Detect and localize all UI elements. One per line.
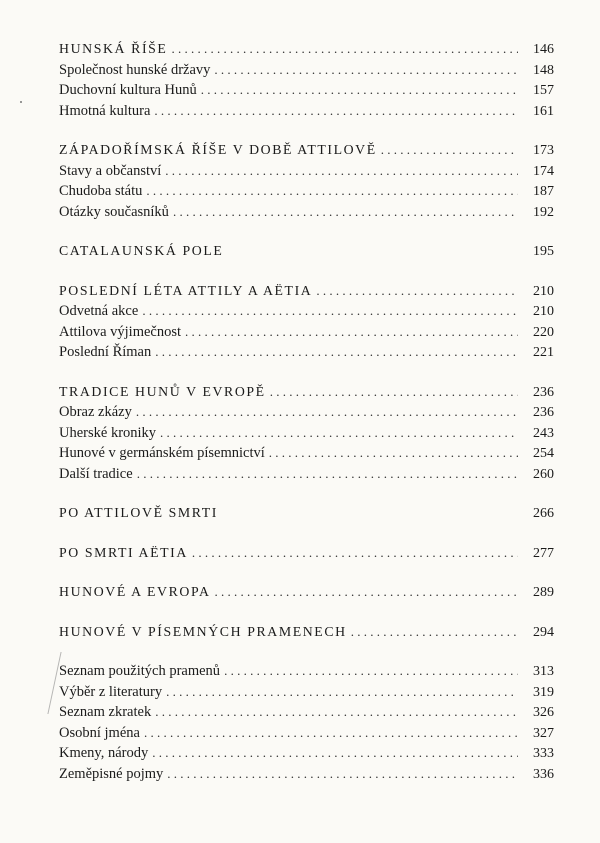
toc-section — [59, 582, 554, 603]
dot-leader — [167, 764, 518, 785]
toc-subentry — [59, 101, 554, 122]
toc-chapter-entry — [59, 622, 554, 643]
subentry-title: Hmotná kultura — [59, 102, 151, 119]
toc-subentry — [59, 661, 554, 682]
toc-chapter-entry — [59, 39, 554, 60]
chapter-title: PO SMRTI AËTIA — [59, 544, 188, 560]
subentry-title: Uherské kroniky — [59, 424, 157, 441]
page-number: 146 — [533, 42, 554, 57]
page-number: 243 — [533, 425, 554, 441]
page-number: 294 — [533, 624, 554, 640]
subentry-title: Hunové v germánském písemnictví — [59, 445, 265, 461]
chapter-title: TRADICE HUNŮ V EVROPĚ — [59, 383, 266, 399]
chapter-title: PO ATTILOVĚ SMRTI — [59, 505, 218, 520]
page-number: 236 — [533, 384, 554, 400]
toc-subentry — [59, 202, 554, 223]
dot-leader — [166, 682, 518, 703]
toc-chapter-entry — [59, 281, 554, 302]
subentry-title: Kmeny, národy — [59, 745, 149, 761]
page-number: 254 — [533, 446, 554, 461]
toc-subentry — [59, 402, 554, 423]
toc-subentry — [59, 702, 554, 723]
dot-leader — [192, 543, 518, 564]
toc-subentry — [59, 723, 554, 744]
chapter-title: CATALAUNSKÁ POLE — [59, 243, 224, 258]
toc-chapter-entry — [59, 503, 554, 524]
page-number: 187 — [533, 184, 554, 199]
page-number: 289 — [533, 585, 554, 600]
subentry-title: Odvetná akce — [59, 303, 139, 319]
subentry-title: Osobní jména — [59, 724, 140, 741]
chapter-title: ZÁPADOŘÍMSKÁ ŘÍŠE V DOBĚ ATTILOVĚ — [59, 142, 377, 157]
dot-leader — [155, 342, 518, 363]
toc-chapter-entry — [59, 582, 554, 603]
toc-subentry — [59, 322, 554, 343]
toc-subentry — [59, 443, 554, 464]
dot-leader — [316, 281, 518, 302]
dot-leader — [270, 382, 518, 403]
toc-section — [59, 382, 554, 485]
toc-subentry — [59, 301, 554, 322]
toc-section — [59, 140, 554, 222]
chapter-title: POSLEDNÍ LÉTA ATTILY A AËTIA — [59, 282, 313, 298]
dot-leader — [142, 301, 518, 322]
page-number: 157 — [533, 83, 554, 98]
toc-subentry — [59, 181, 554, 202]
dot-leader — [144, 723, 518, 744]
page-number: 161 — [533, 103, 554, 119]
toc-section — [59, 281, 554, 363]
toc-subentry — [59, 764, 554, 785]
page-number: 236 — [533, 405, 554, 420]
subentry-title: Zeměpisné pojmy — [59, 765, 164, 782]
dot-leader — [381, 140, 518, 161]
dot-leader — [173, 202, 518, 223]
dot-leader — [155, 702, 518, 723]
page-number: 266 — [533, 506, 554, 521]
page-number: 327 — [533, 725, 554, 741]
subentry-title: Obraz zkázy — [59, 404, 132, 420]
toc-section — [59, 241, 554, 262]
page-number: 336 — [533, 766, 554, 782]
toc-subentry — [59, 342, 554, 363]
page-number: 260 — [533, 466, 554, 482]
paper-speck — [20, 101, 22, 103]
dot-leader — [214, 60, 518, 81]
dot-leader — [171, 39, 518, 60]
page-number: 220 — [533, 324, 554, 340]
subentry-title: Chudoba státu — [59, 183, 143, 199]
page-number: 326 — [533, 705, 554, 720]
dot-leader — [165, 161, 518, 182]
toc-chapter-entry — [59, 241, 554, 262]
dot-leader — [185, 322, 518, 343]
page-number: 195 — [533, 244, 554, 259]
chapter-title: HUNOVÉ V PÍSEMNÝCH PRAMENECH — [59, 623, 347, 639]
dot-leader — [136, 402, 518, 423]
dot-leader — [160, 423, 518, 444]
dot-leader — [146, 181, 518, 202]
dot-leader — [351, 622, 518, 643]
page-number: 192 — [533, 204, 554, 220]
toc-section — [59, 661, 554, 784]
page-number: 221 — [533, 345, 554, 360]
toc-subentry — [59, 743, 554, 764]
toc-section — [59, 503, 554, 524]
dot-leader — [154, 101, 518, 122]
toc-chapter-entry — [59, 140, 554, 161]
subentry-title: Společnost hunské državy — [59, 61, 211, 78]
dot-leader — [215, 582, 518, 603]
subentry-title: Další tradice — [59, 465, 133, 482]
subentry-title: Seznam zkratek — [59, 704, 152, 720]
subentry-title: Seznam použitých pramenů — [59, 663, 221, 679]
page-number: 210 — [533, 283, 554, 299]
subentry-title: Stavy a občanství — [59, 162, 162, 179]
subentry-title: Otázky současníků — [59, 203, 169, 220]
dot-leader — [137, 464, 518, 485]
page-number: 210 — [533, 304, 554, 319]
toc-section — [59, 622, 554, 643]
page-number: 174 — [533, 163, 554, 179]
dot-leader — [224, 661, 518, 682]
subentry-title: Poslední Říman — [59, 344, 152, 360]
chapter-title: HUNSKÁ ŘÍŠE — [59, 41, 168, 56]
dot-leader — [269, 443, 518, 464]
page-number: 313 — [533, 664, 554, 679]
dot-leader — [152, 743, 518, 764]
toc-subentry — [59, 80, 554, 101]
toc-section — [59, 39, 554, 121]
toc-subentry — [59, 682, 554, 703]
toc-subentry — [59, 464, 554, 485]
toc-chapter-entry — [59, 382, 554, 403]
subentry-title: Duchovní kultura Hunů — [59, 82, 197, 98]
toc-subentry — [59, 161, 554, 182]
toc-section — [59, 543, 554, 564]
page-number: 148 — [533, 62, 554, 78]
subentry-title: Attilova výjimečnost — [59, 323, 182, 340]
page-number: 319 — [533, 684, 554, 700]
page-number: 277 — [533, 545, 554, 561]
toc-subentry — [59, 423, 554, 444]
toc-chapter-entry — [59, 543, 554, 564]
table-of-contents — [59, 39, 554, 803]
toc-subentry — [59, 60, 554, 81]
chapter-title: HUNOVÉ A EVROPA — [59, 584, 211, 599]
subentry-title: Výběr z literatury — [59, 683, 163, 700]
dot-leader — [201, 80, 518, 101]
page-number: 333 — [533, 746, 554, 761]
page-number: 173 — [533, 143, 554, 158]
